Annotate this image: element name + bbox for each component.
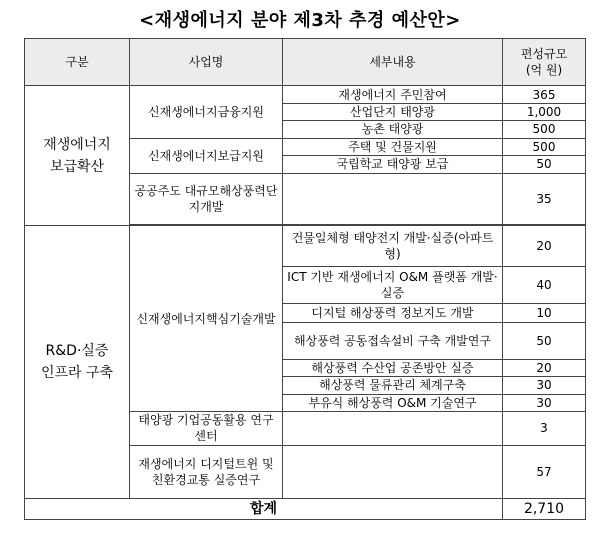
detail-cell <box>283 173 503 224</box>
detail-cell: 국립학교 태양광 보급 <box>283 156 503 173</box>
header-project: 사업명 <box>130 39 283 86</box>
table-header-row <box>25 39 586 86</box>
detail-cell: 농촌 태양광 <box>283 121 503 138</box>
total-row <box>25 499 586 520</box>
amount-cell: 500 <box>503 121 586 138</box>
amount-cell: 30 <box>503 377 586 394</box>
project-cell: 재생에너지 디지털트윈 및 친환경교통 실증연구 <box>130 445 283 498</box>
category-line2: 인프라 구축 <box>40 365 114 382</box>
page-title: <재생에너지 분야 제3차 추경 예산안> <box>139 10 461 31</box>
amount-cell: 40 <box>503 267 586 304</box>
amount-cell: 1,000 <box>503 103 586 120</box>
detail-cell <box>283 412 503 446</box>
detail-cell: 산업단지 태양광 <box>283 103 503 120</box>
amount-cell: 35 <box>503 173 586 224</box>
amount-cell: 50 <box>503 156 586 173</box>
detail-cell: 해상풍력 수산업 공존방안 실증 <box>283 359 503 376</box>
amount-cell: 20 <box>503 359 586 376</box>
detail-cell: ICT 기반 재생에너지 O&M 플랫폼 개발·실증 <box>283 267 503 304</box>
project-cell: 공공주도 대규모해상풍력단지개발 <box>130 173 283 224</box>
project-cell: 신재생에너지보급지원 <box>130 138 283 173</box>
table-row <box>25 86 586 103</box>
amount-cell: 10 <box>503 304 586 323</box>
detail-cell <box>283 445 503 498</box>
header-budget <box>503 39 586 86</box>
table-row <box>25 226 586 267</box>
header-budget-line1: 편성규모 <box>520 47 568 62</box>
category-line1: 재생에너지 <box>43 136 111 153</box>
detail-cell: 부유식 해상풍력 O&M 기술연구 <box>283 394 503 411</box>
header-category: 구분 <box>25 39 130 86</box>
detail-cell: 재생에너지 주민참여 <box>283 86 503 103</box>
detail-cell: 해상풍력 물류관리 체계구축 <box>283 377 503 394</box>
category-line2: 보급확산 <box>49 158 105 175</box>
header-detail: 세부내용 <box>283 39 503 86</box>
amount-cell: 57 <box>503 445 586 498</box>
amount-cell: 365 <box>503 86 586 103</box>
amount-cell: 500 <box>503 138 586 155</box>
amount-cell: 50 <box>503 322 586 359</box>
amount-cell: 3 <box>503 412 586 446</box>
category-cell <box>25 86 130 226</box>
total-label: 합계 <box>25 499 503 520</box>
project-cell: 신재생에너지금융지원 <box>130 86 283 138</box>
detail-cell: 건물일체형 태양전지 개발·실증(아파트형) <box>283 226 503 267</box>
detail-cell: 주택 및 건물지원 <box>283 138 503 155</box>
category-cell <box>25 226 130 499</box>
budget-table <box>24 38 586 520</box>
amount-cell: 20 <box>503 226 586 267</box>
amount-cell: 30 <box>503 394 586 411</box>
detail-cell: 해상풍력 공동접속설비 구축 개발연구 <box>283 322 503 359</box>
category-line1: R&D·실증 <box>45 343 109 360</box>
header-budget-line2: (억 원) <box>525 63 563 78</box>
detail-cell: 디지털 해상풍력 정보지도 개발 <box>283 304 503 323</box>
project-cell: 신재생에너지핵심기술개발 <box>130 226 283 412</box>
total-amount: 2,710 <box>503 499 586 520</box>
project-cell: 태양광 기업공동활용 연구센터 <box>130 412 283 446</box>
